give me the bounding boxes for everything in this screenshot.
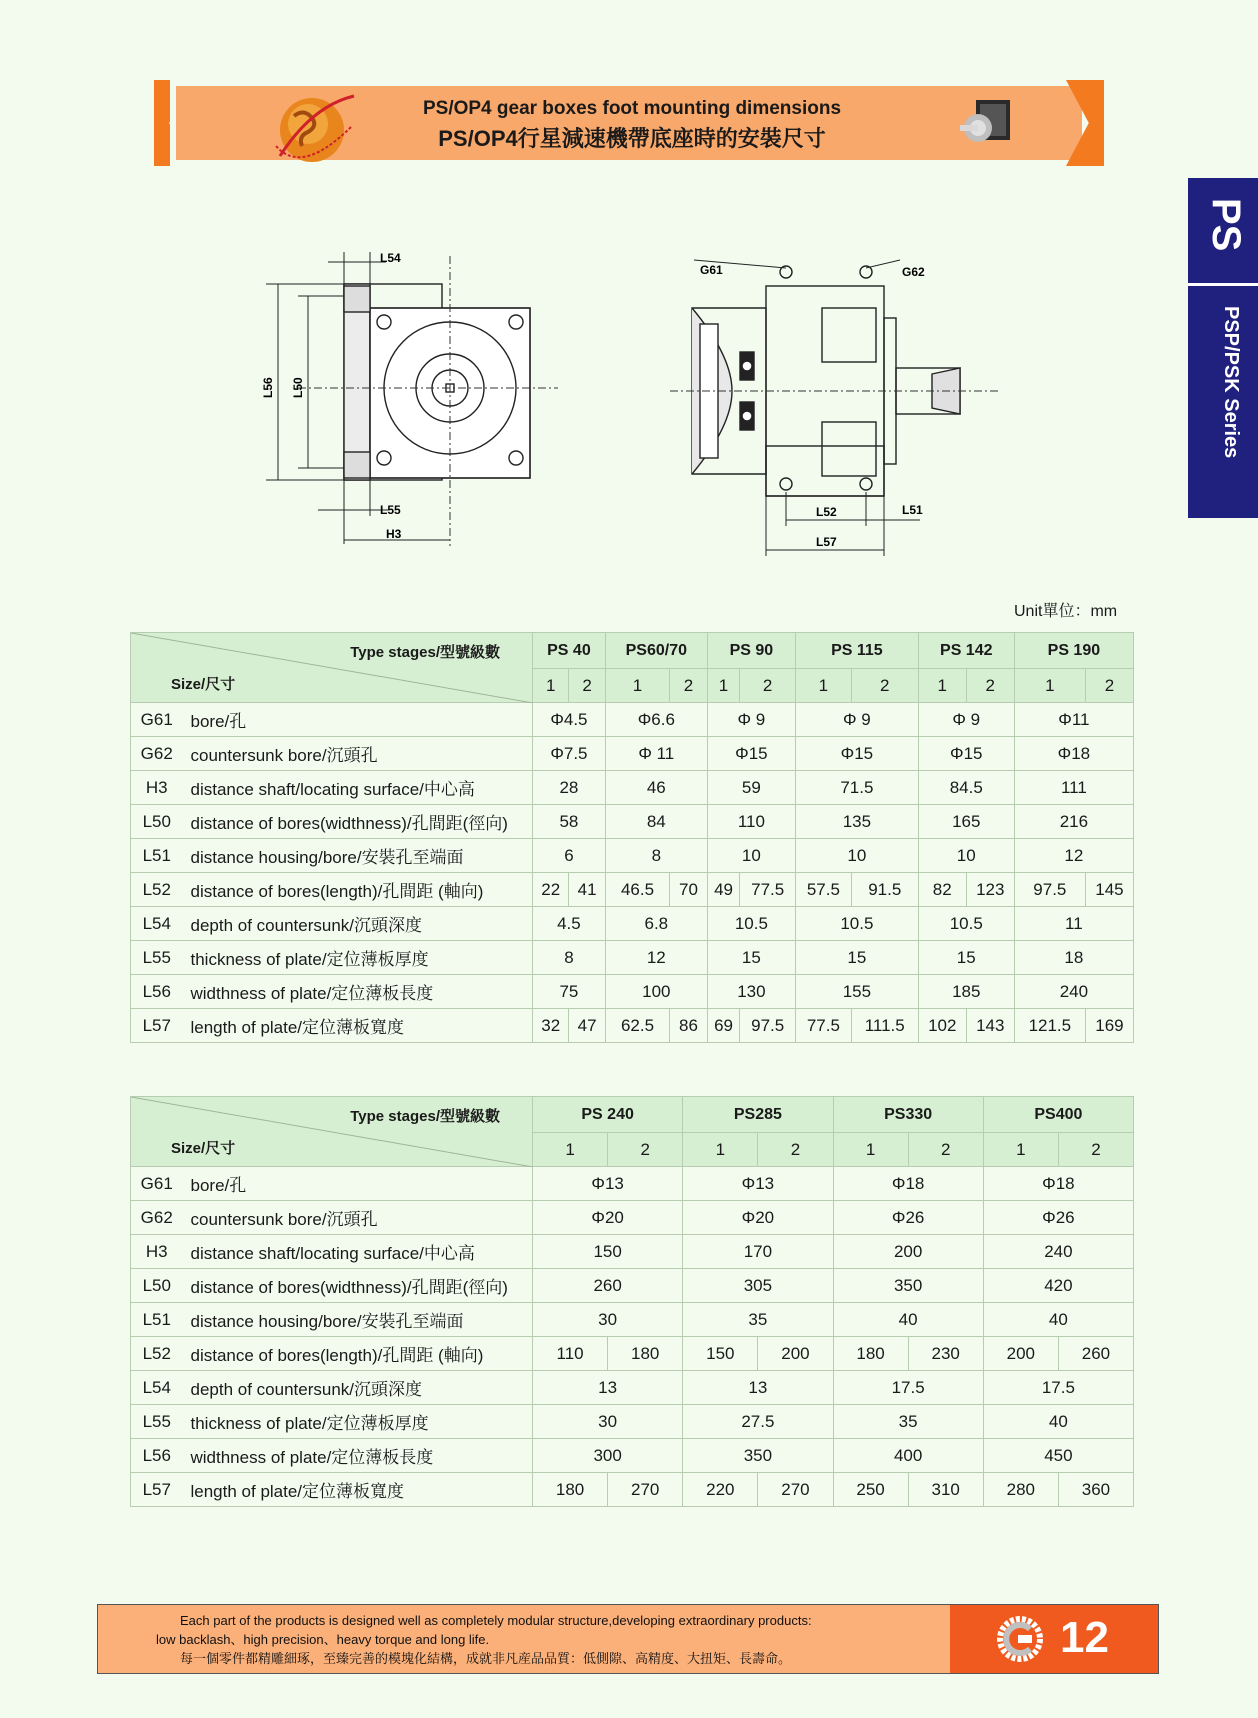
- dimension-value: 15: [707, 941, 795, 975]
- model-header: PS400: [983, 1097, 1133, 1133]
- type-stages-label: Type stages/型號級數: [350, 644, 500, 661]
- stage-header: 2: [758, 1133, 833, 1167]
- dimension-description: length of plate/定位薄板寬度: [183, 1473, 533, 1507]
- dimension-value: 6.8: [605, 907, 707, 941]
- unit-label: Unit單位：mm: [1014, 603, 1118, 620]
- stage-header: 1: [533, 669, 569, 703]
- label-l51: L51: [902, 503, 923, 517]
- label-l54: L54: [380, 251, 401, 265]
- label-l55: L55: [380, 503, 401, 517]
- dimension-description: distance housing/bore/安裝孔至端面: [183, 839, 533, 873]
- footer-line-3: 每一個零件都精雕細琢，至臻完善的模塊化結構，成就非凡産品品質：低側隙、高精度、大扭矩、長壽命。: [180, 1651, 792, 1666]
- dimension-value: 12: [605, 941, 707, 975]
- stage-header: 2: [608, 1133, 683, 1167]
- dimension-description: distance of bores(widthness)/孔間距(徑向): [183, 1269, 533, 1303]
- dimension-value: Φ 11: [605, 737, 707, 771]
- dimension-value: 420: [983, 1269, 1133, 1303]
- dimension-value: 13: [683, 1371, 833, 1405]
- dimension-value: 8: [533, 941, 606, 975]
- dimension-value: Φ18: [1014, 737, 1133, 771]
- dimension-value: 57.5: [796, 873, 852, 907]
- dimension-value: 10: [707, 839, 795, 873]
- model-header: PS 40: [533, 633, 606, 669]
- stage-header: 2: [851, 669, 918, 703]
- label-g62: G62: [902, 265, 925, 279]
- dimension-value: 270: [608, 1473, 683, 1507]
- stage-header: 2: [966, 669, 1014, 703]
- dimension-value: 450: [983, 1439, 1133, 1473]
- dimension-value: 75: [533, 975, 606, 1009]
- dimension-value: 250: [833, 1473, 908, 1507]
- dimension-code: H3: [131, 771, 183, 805]
- dimension-description: countersunk bore/沉頭孔: [183, 737, 533, 771]
- dimension-code: L52: [131, 1337, 183, 1371]
- gearbox-photo-icon: [956, 94, 1016, 154]
- dimension-description: depth of countersunk/沉頭深度: [183, 1371, 533, 1405]
- stage-header: 2: [740, 669, 796, 703]
- stage-header: 2: [569, 669, 605, 703]
- dimension-value: 143: [966, 1009, 1014, 1043]
- dimension-value: Φ11: [1014, 703, 1133, 737]
- dimension-value: 220: [683, 1473, 758, 1507]
- dimension-value: 84.5: [918, 771, 1014, 805]
- dimension-value: 77.5: [796, 1009, 852, 1043]
- dimension-value: 17.5: [983, 1371, 1133, 1405]
- dimension-value: 216: [1014, 805, 1133, 839]
- dimension-value: 49: [707, 873, 740, 907]
- dimension-value: 111: [1014, 771, 1133, 805]
- dimension-value: 10: [918, 839, 1014, 873]
- title-chinese: PS/OP4行星減速機帶底座時的安裝尺寸: [438, 126, 826, 151]
- dimension-value: 40: [983, 1303, 1133, 1337]
- table-row: [131, 737, 1134, 771]
- model-header: PS330: [833, 1097, 983, 1133]
- stage-header: 1: [605, 669, 669, 703]
- dimension-value: 15: [796, 941, 919, 975]
- table-row: [131, 839, 1134, 873]
- dimension-value: Φ13: [683, 1167, 833, 1201]
- dimension-value: 8: [605, 839, 707, 873]
- table-corner-cell: [131, 633, 533, 703]
- dimension-value: 130: [707, 975, 795, 1009]
- dimension-value: 32: [533, 1009, 569, 1043]
- dimension-value: 86: [670, 1009, 708, 1043]
- dimension-value: 145: [1085, 873, 1133, 907]
- header-banner: [154, 80, 1104, 166]
- model-header: PS 240: [533, 1097, 683, 1133]
- size-label: Size/尺寸: [171, 1140, 236, 1157]
- front-view-drawing: [258, 246, 568, 556]
- table-row: [131, 1303, 1134, 1337]
- dimension-code: L51: [131, 1303, 183, 1337]
- table-header-row: [131, 1097, 1134, 1133]
- side-tab-series-label: PSP/PSK Series: [1220, 306, 1242, 459]
- dimension-value: 10.5: [707, 907, 795, 941]
- dimension-value: Φ 9: [918, 703, 1014, 737]
- table-row: [131, 941, 1134, 975]
- dimension-value: 4.5: [533, 907, 606, 941]
- dimension-description: depth of countersunk/沉頭深度: [183, 907, 533, 941]
- dimension-value: 102: [918, 1009, 966, 1043]
- stage-header: 2: [1085, 669, 1133, 703]
- stage-header: 1: [918, 669, 966, 703]
- dimension-value: 135: [796, 805, 919, 839]
- dimension-value: 11: [1014, 907, 1133, 941]
- dimension-value: 310: [908, 1473, 983, 1507]
- dimension-value: 91.5: [851, 873, 918, 907]
- footer-line-2: low backlash、high precision、heavy torque and long life.: [156, 1632, 490, 1647]
- model-header: PS 115: [796, 633, 919, 669]
- series-side-tab: [1188, 178, 1258, 518]
- dimension-value: 82: [918, 873, 966, 907]
- dimension-value: 100: [605, 975, 707, 1009]
- dimension-value: 18: [1014, 941, 1133, 975]
- dimension-value: 165: [918, 805, 1014, 839]
- label-l57: L57: [816, 535, 837, 549]
- dimension-value: 35: [683, 1303, 833, 1337]
- model-header: PS 142: [918, 633, 1014, 669]
- dimension-value: 230: [908, 1337, 983, 1371]
- dimension-value: 97.5: [1014, 873, 1085, 907]
- table-row: [131, 1371, 1134, 1405]
- dimension-value: 10.5: [918, 907, 1014, 941]
- dimension-value: Φ26: [833, 1201, 983, 1235]
- dimension-value: Φ6.6: [605, 703, 707, 737]
- dimension-value: 170: [683, 1235, 833, 1269]
- table-row: [131, 1439, 1134, 1473]
- table-row: [131, 805, 1134, 839]
- dimension-value: 28: [533, 771, 606, 805]
- dimension-value: 240: [983, 1235, 1133, 1269]
- label-l56: L56: [261, 377, 275, 398]
- table-row: [131, 907, 1134, 941]
- dimension-code: L54: [131, 907, 183, 941]
- dimension-value: Φ18: [983, 1167, 1133, 1201]
- dimension-value: 27.5: [683, 1405, 833, 1439]
- dimension-value: Φ15: [707, 737, 795, 771]
- dimension-value: 180: [833, 1337, 908, 1371]
- table-row: [131, 771, 1134, 805]
- dimension-value: 200: [833, 1235, 983, 1269]
- table-row: [131, 1405, 1134, 1439]
- dimension-value: 350: [833, 1269, 983, 1303]
- model-header: PS285: [683, 1097, 833, 1133]
- table-row: [131, 1473, 1134, 1507]
- dimension-value: 30: [533, 1405, 683, 1439]
- dimension-code: L52: [131, 873, 183, 907]
- stage-header: 1: [796, 669, 852, 703]
- dimension-value: Φ13: [533, 1167, 683, 1201]
- dimension-code: L55: [131, 1405, 183, 1439]
- page-number-box: [950, 1605, 1158, 1673]
- dimension-value: 97.5: [740, 1009, 796, 1043]
- globe-logo-icon: [272, 86, 358, 172]
- label-l52: L52: [816, 505, 837, 519]
- dimension-code: H3: [131, 1235, 183, 1269]
- model-header: PS60/70: [605, 633, 707, 669]
- dimension-description: widthness of plate/定位薄板長度: [183, 1439, 533, 1473]
- dimension-value: 17.5: [833, 1371, 983, 1405]
- label-g61: G61: [700, 263, 723, 277]
- dimension-value: 30: [533, 1303, 683, 1337]
- dimension-code: G61: [131, 1167, 183, 1201]
- dimension-value: 84: [605, 805, 707, 839]
- dimension-description: distance of bores(widthness)/孔間距(徑向): [183, 805, 533, 839]
- dimension-value: 15: [918, 941, 1014, 975]
- brand-logo-icon: [996, 1615, 1044, 1663]
- table-row: [131, 1269, 1134, 1303]
- dimension-value: 35: [833, 1405, 983, 1439]
- dimension-value: 360: [1058, 1473, 1133, 1507]
- table-row: [131, 873, 1134, 907]
- table-row: [131, 1201, 1134, 1235]
- footer-line-1: Each part of the products is designed well as completely modular structure,developing extraordinary products:: [180, 1613, 812, 1628]
- dimension-description: distance of bores(length)/孔間距 (軸向): [183, 1337, 533, 1371]
- dimension-value: Φ20: [683, 1201, 833, 1235]
- dimension-code: L50: [131, 805, 183, 839]
- model-header: PS 190: [1014, 633, 1133, 669]
- title-english: PS/OP4 gear boxes foot mounting dimensions: [422, 98, 842, 119]
- footer-bar: [97, 1604, 1159, 1674]
- dimension-value: 121.5: [1014, 1009, 1085, 1043]
- dimension-table-large: [130, 1096, 1134, 1507]
- stage-header: 1: [707, 669, 740, 703]
- dimension-description: thickness of plate/定位薄板厚度: [183, 941, 533, 975]
- dimension-value: 6: [533, 839, 606, 873]
- dimension-value: 240: [1014, 975, 1133, 1009]
- dimension-value: 180: [533, 1473, 608, 1507]
- side-tab-ps-label: PS: [1204, 198, 1248, 252]
- dimension-value: 350: [683, 1439, 833, 1473]
- stage-header: 1: [1014, 669, 1085, 703]
- dimension-value: 13: [533, 1371, 683, 1405]
- dimension-value: 22: [533, 873, 569, 907]
- type-stages-label: Type stages/型號級數: [350, 1108, 500, 1125]
- dimension-value: 69: [707, 1009, 740, 1043]
- dimension-value: 123: [966, 873, 1014, 907]
- dimension-value: 150: [533, 1235, 683, 1269]
- dimension-description: bore/孔: [183, 1167, 533, 1201]
- dimension-value: 40: [983, 1405, 1133, 1439]
- dimension-description: distance of bores(length)/孔間距 (軸向): [183, 873, 533, 907]
- stage-header: 2: [908, 1133, 983, 1167]
- dimension-value: Φ 9: [796, 703, 919, 737]
- dimension-code: G62: [131, 737, 183, 771]
- dimension-value: 40: [833, 1303, 983, 1337]
- stage-header: 1: [683, 1133, 758, 1167]
- dimension-value: 110: [707, 805, 795, 839]
- dimension-value: 180: [608, 1337, 683, 1371]
- dimension-value: 41: [569, 873, 605, 907]
- dimension-value: 300: [533, 1439, 683, 1473]
- dimension-value: 62.5: [605, 1009, 669, 1043]
- dimension-description: distance shaft/locating surface/中心高: [183, 1235, 533, 1269]
- dimension-value: Φ18: [833, 1167, 983, 1201]
- dimension-value: 305: [683, 1269, 833, 1303]
- dimension-value: 71.5: [796, 771, 919, 805]
- table-row: [131, 703, 1134, 737]
- table-row: [131, 1235, 1134, 1269]
- footer-text: [98, 1611, 958, 1668]
- dimension-value: 111.5: [851, 1009, 918, 1043]
- dimension-description: length of plate/定位薄板寬度: [183, 1009, 533, 1043]
- dimension-value: 10: [796, 839, 919, 873]
- stage-header: 2: [670, 669, 708, 703]
- dimension-value: 169: [1085, 1009, 1133, 1043]
- dimension-code: L57: [131, 1473, 183, 1507]
- dimension-value: 260: [1058, 1337, 1133, 1371]
- page-number: 12: [1060, 1613, 1109, 1662]
- dimension-value: Φ15: [918, 737, 1014, 771]
- dimension-description: thickness of plate/定位薄板厚度: [183, 1405, 533, 1439]
- dimension-value: 46: [605, 771, 707, 805]
- dimension-code: G62: [131, 1201, 183, 1235]
- dimension-code: L54: [131, 1371, 183, 1405]
- stage-header: 1: [833, 1133, 908, 1167]
- dimension-code: L56: [131, 975, 183, 1009]
- dimension-code: L51: [131, 839, 183, 873]
- dimension-value: 10.5: [796, 907, 919, 941]
- dimension-value: Φ26: [983, 1201, 1133, 1235]
- dimension-table-small: [130, 632, 1134, 1043]
- dimension-value: 200: [758, 1337, 833, 1371]
- dimension-code: G61: [131, 703, 183, 737]
- size-label: Size/尺寸: [171, 676, 236, 693]
- dimension-value: 12: [1014, 839, 1133, 873]
- dimension-value: Φ7.5: [533, 737, 606, 771]
- dimension-value: 150: [683, 1337, 758, 1371]
- dimension-value: 59: [707, 771, 795, 805]
- dimension-description: distance housing/bore/安裝孔至端面: [183, 1303, 533, 1337]
- dimension-value: Φ15: [796, 737, 919, 771]
- label-h3: H3: [386, 527, 402, 541]
- dimension-value: Φ20: [533, 1201, 683, 1235]
- dimension-value: Φ 9: [707, 703, 795, 737]
- stage-header: 2: [1058, 1133, 1133, 1167]
- dimension-value: 185: [918, 975, 1014, 1009]
- dimension-code: L55: [131, 941, 183, 975]
- dimension-value: 200: [983, 1337, 1058, 1371]
- dimension-value: 400: [833, 1439, 983, 1473]
- dimension-value: 280: [983, 1473, 1058, 1507]
- dimension-description: bore/孔: [183, 703, 533, 737]
- table-row: [131, 1337, 1134, 1371]
- dimension-value: 110: [533, 1337, 608, 1371]
- stage-header: 1: [533, 1133, 608, 1167]
- dimension-value: 47: [569, 1009, 605, 1043]
- dimension-value: 260: [533, 1269, 683, 1303]
- dimension-description: distance shaft/locating surface/中心高: [183, 771, 533, 805]
- label-l50: L50: [291, 377, 305, 398]
- dimension-description: countersunk bore/沉頭孔: [183, 1201, 533, 1235]
- dimension-code: L50: [131, 1269, 183, 1303]
- dimension-code: L56: [131, 1439, 183, 1473]
- dimension-description: widthness of plate/定位薄板長度: [183, 975, 533, 1009]
- table-row: [131, 1167, 1134, 1201]
- dimension-value: 58: [533, 805, 606, 839]
- table-corner-cell: [131, 1097, 533, 1167]
- dimension-value: 70: [670, 873, 708, 907]
- table-row: [131, 1009, 1134, 1043]
- dimension-value: Φ4.5: [533, 703, 606, 737]
- table-row: [131, 975, 1134, 1009]
- model-header: PS 90: [707, 633, 795, 669]
- dimension-value: 77.5: [740, 873, 796, 907]
- table-header-row: [131, 633, 1134, 669]
- side-view-drawing: [670, 256, 1010, 566]
- stage-header: 1: [983, 1133, 1058, 1167]
- dimension-value: 155: [796, 975, 919, 1009]
- dimension-code: L57: [131, 1009, 183, 1043]
- side-tab-top: [1188, 178, 1258, 286]
- dimension-value: 270: [758, 1473, 833, 1507]
- dimension-value: 46.5: [605, 873, 669, 907]
